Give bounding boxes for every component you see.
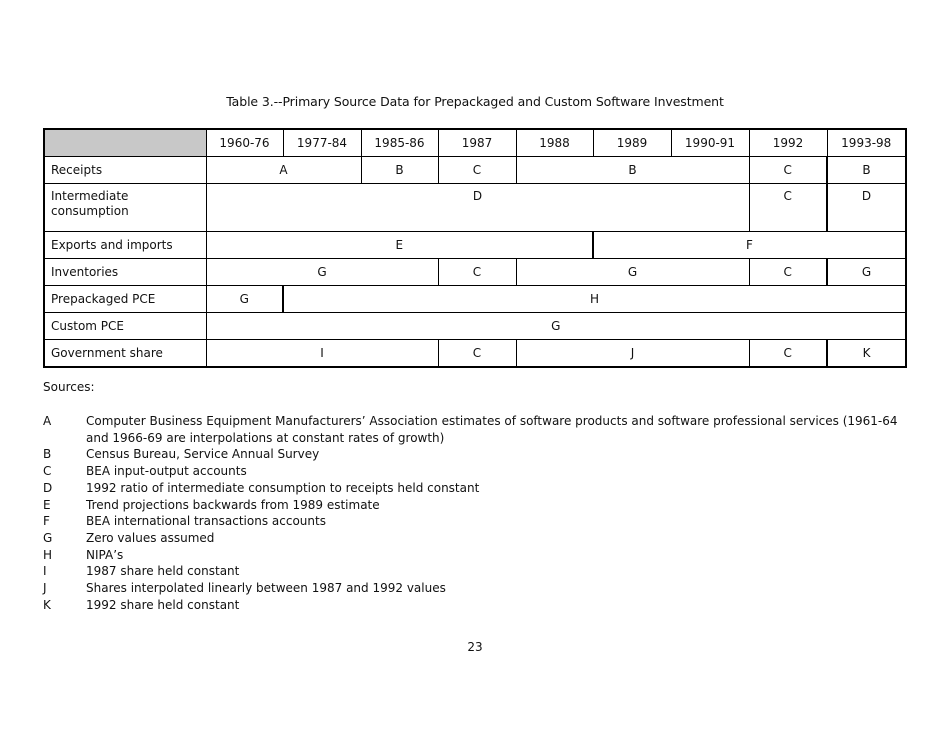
row-label-intermediate: Intermediate consumption [44,184,206,232]
source-text: Zero values assumed [86,530,215,545]
source-code: G [43,530,53,545]
list-item [43,580,903,597]
year-header: 1990-91 [671,129,749,157]
list-item [43,597,903,614]
source-text: NIPA’s [86,547,124,562]
year-header: 1988 [516,129,593,157]
year-header: 1992 [749,129,827,157]
source-text: Shares interpolated linearly between 1987 and 1992 values [86,581,446,596]
table-cell: C [749,340,827,368]
table-cell: C [749,157,827,184]
table-cell: C [749,259,827,286]
table-row [44,184,906,232]
source-code: B [43,447,52,462]
table-cell: D [206,184,749,232]
source-code: J [43,581,47,596]
table-row [44,157,906,184]
table-cell: C [438,157,516,184]
header-row [44,129,906,157]
source-code: H [43,547,53,562]
source-data-table [43,128,907,368]
year-header: 1960-76 [206,129,283,157]
table-cell: G [206,313,906,340]
year-header: 1977-84 [283,129,361,157]
year-header: 1987 [438,129,516,157]
page-number: 23 [467,640,483,654]
sources-list [43,413,903,613]
list-item [43,530,903,547]
row-label-receipts: Receipts [44,157,206,184]
source-text: BEA international transactions accounts [86,514,326,529]
row-label-inventories: Inventories [44,259,206,286]
table-cell: A [206,157,361,184]
table-cell: G [516,259,749,286]
table-row [44,232,906,259]
table-cell: B [827,157,906,184]
list-item [43,480,903,497]
list-item [43,513,903,530]
table-cell: K [827,340,906,368]
source-text: BEA input-output accounts [86,464,247,479]
source-text: Trend projections backwards from 1989 estimate [86,497,380,512]
table-cell: B [361,157,438,184]
table-cell: E [206,232,593,259]
table-cell: G [827,259,906,286]
table-cell: I [206,340,438,368]
header-corner-cell [44,129,206,157]
source-code: D [43,480,53,495]
list-item [43,547,903,564]
source-text: 1992 share held constant [86,597,240,612]
table-row [44,259,906,286]
table-cell: H [283,286,906,313]
row-label-exports: Exports and imports [44,232,206,259]
table-cell: B [516,157,749,184]
row-label-government: Government share [44,340,206,368]
source-code: K [43,597,51,612]
source-text: 1987 share held constant [86,564,240,579]
source-code: E [43,497,51,512]
sources-heading: Sources: [43,380,95,394]
list-item [43,446,903,463]
source-text: 1992 ratio of intermediate consumption to receipts held constant [86,480,480,495]
table-cell: C [749,184,827,232]
table-row [44,313,906,340]
list-item [43,463,903,480]
list-item [43,413,903,446]
year-header: 1989 [593,129,671,157]
table-cell: C [438,259,516,286]
source-text: Census Bureau, Service Annual Survey [86,447,320,462]
table-cell: J [516,340,749,368]
table-cell: D [827,184,906,232]
source-code: F [43,514,50,529]
row-label-custom: Custom PCE [44,313,206,340]
table-cell: G [206,259,438,286]
source-code: I [43,564,47,579]
table-cell: F [593,232,906,259]
table-row [44,286,906,313]
list-item [43,497,903,514]
source-code: A [43,414,52,428]
year-header: 1985-86 [361,129,438,157]
table-row [44,340,906,368]
source-code: C [43,464,52,479]
table-title: Table 3.--Primary Source Data for Prepackaged and Custom Software Investment [226,94,724,109]
year-header: 1993-98 [827,129,906,157]
list-item [43,563,903,580]
table-cell: C [438,340,516,368]
row-label-prepackaged: Prepackaged PCE [44,286,206,313]
source-text: Computer Business Equipment Manufacturers’ Association estimates of software products and software professional services (1961-64 and 1966-69 are interpolations at constant rates of growth) [86,414,898,445]
table-cell: G [206,286,283,313]
